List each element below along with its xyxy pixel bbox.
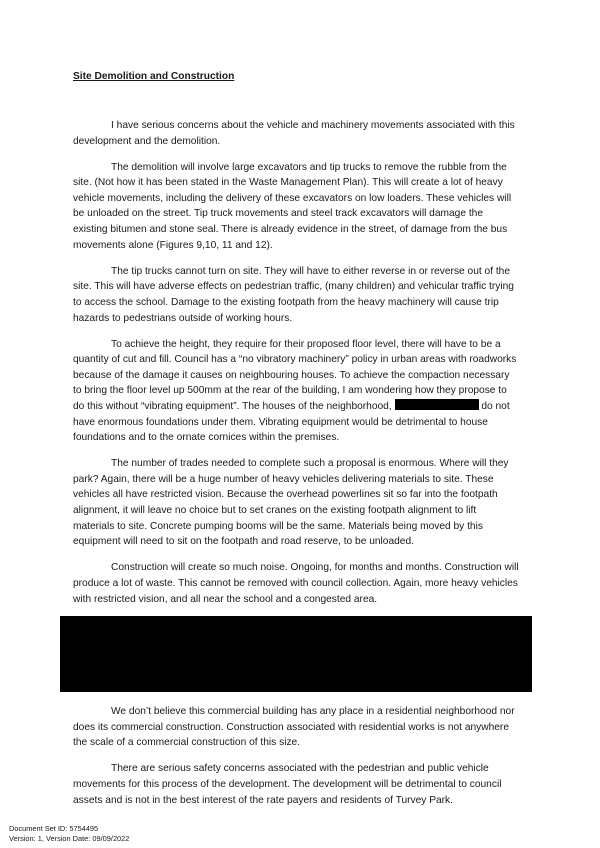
paragraph-concerns: I have serious concerns about the vehicle and machinery movements associated with this development and the demolition. [73,120,515,147]
paragraph-tip-trucks: The tip trucks cannot turn on site. They will have to either reverse in or reverse out of the site. This will have adverse effects on pedestrian traffic, (many children) and vehicular traffic trying to access the school. Damage to the existing footpath from the heavy machinery will cause trip hazards to pedestrians outside of working hours. [73,265,514,324]
inline-redaction [395,399,479,410]
document-body [73,118,519,819]
document-set-id: Document Set ID: 5754495 [9,824,99,833]
section-heading: Site Demolition and Construction [73,71,235,82]
paragraph-noise: Construction will create so much noise. Ongoing, for months and months. Construction will produce a lot of waste. This cannot be removed with council collection. Again, more heavy vehicles with restricted vision, and all near the school and a congested area. [73,562,519,605]
paragraph-safety: There are serious safety concerns associated with the pedestrian and public vehicle movements for this process of the development. The development will be detrimental to council assets and is not in the best interest of the rate payers and residents of Turvey Park. [73,763,502,806]
floor-text-after: do not have enormous foundations under them. Vibrating equipment would be detrimental to house foundations and to the ornate cornices within the premises. [73,401,510,444]
paragraph-commercial: We don’t believe this commercial building has any place in a residential neighborhood nor does its commercial construction. Construction associated with residential works is not anywhere the scale of a commercial construction of this size. [73,706,515,749]
paragraph-demolition: The demolition will involve large excavators and tip trucks to remove the rubble from the site. (Not how it has been stated in the Waste Management Plan). This will create a lot of heavy vehicle movements, including the delivery of these excavators on low loaders. These vehicles will be unloaded on the street. Tip truck movements and steel track excavators will damage the existing bitumen and stone seal. There is already evidence in the street, of damage from the bus movements alone (Figures 9,10, 11 and 12). [73,161,512,251]
floor-text-before: To achieve the height, they require for their proposed floor level, there will have to be a quantity of cut and fill. Council has a “no vibratory machinery” policy in urban areas with roadworks because of the damage it causes on neighbouring houses. To achieve the compaction necessary to bring the floor level up 500mm at the rear of the building, I am wondering how they propose to do this without “vibrating equipment”. The houses of the neighborhood, [73,338,517,412]
paragraph-trades: The number of trades needed to complete such a proposal is enormous. Where will they park? Again, there will be a huge number of heavy vehicles delivering materials to site. These vehicles all have restricted vision. Because the overhead powerlines sit so far into the footpath alignment, it will leave no choice but to set cranes on the existing footpath alignment to lift materials to site. Concrete pumping booms will be the same. Materials being moved by this equipment will need to sit on the footpath and road reserve, to be unloaded. [73,458,509,548]
document-footer [9,824,129,844]
version-info: Version: 1, Version Date: 09/09/2022 [9,834,130,843]
block-redaction [60,616,532,692]
paragraph-floor-level [73,337,519,446]
